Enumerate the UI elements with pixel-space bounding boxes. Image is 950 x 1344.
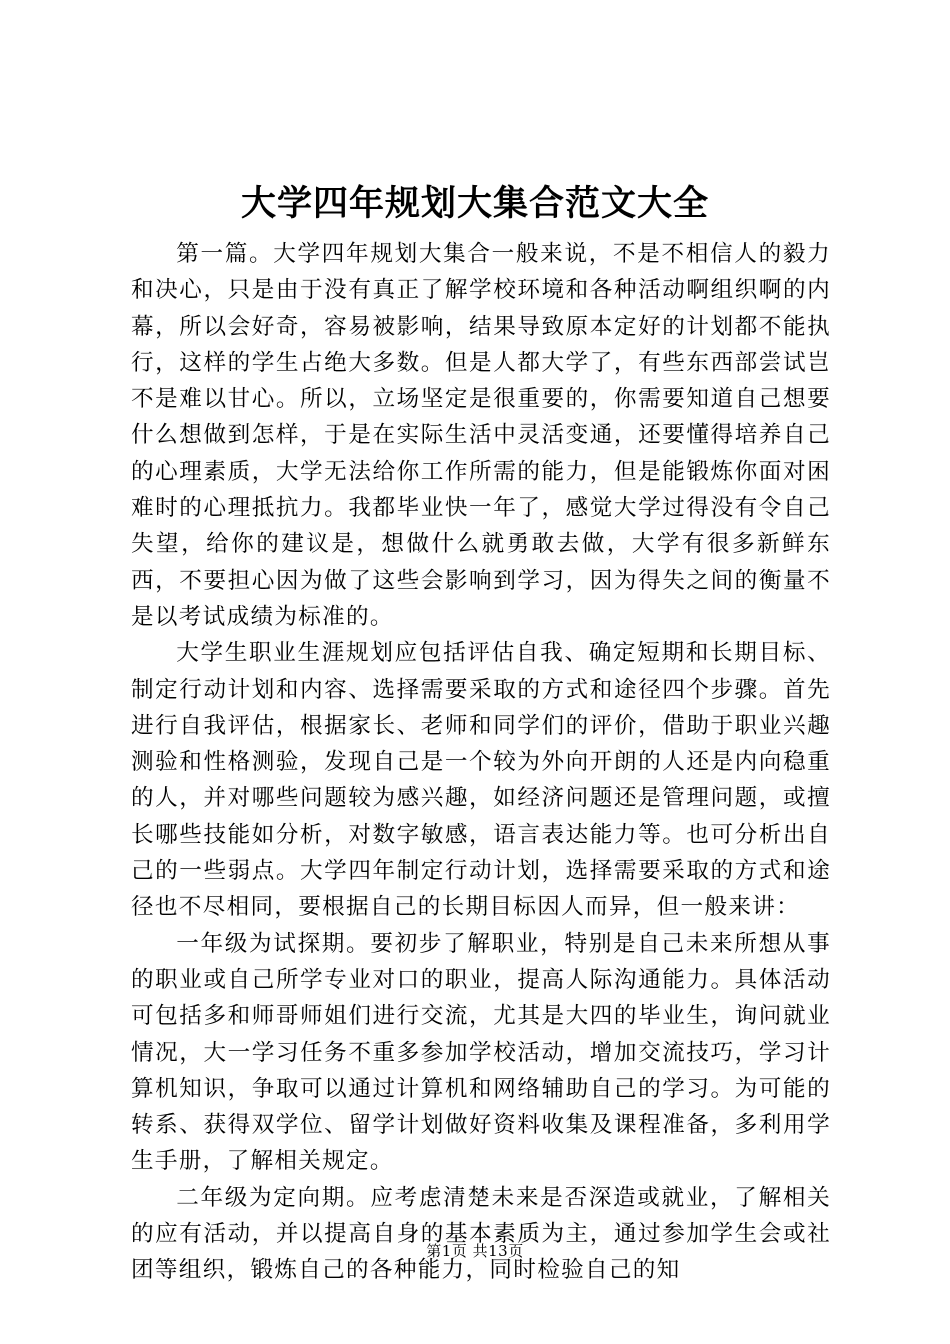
paragraph-1: 第一篇。大学四年规划大集合一般来说，不是不相信人的毅力和决心，只是由于没有真正了解学校环境和各种活动啊组织啊的内幕，所以会好奇，容易被影响，结果导致原本定好的计划都不能执行，这样的学生占绝大多数。但是人都大学了，有些东西部尝试岂不是难以甘心。所以，立场坚定是很重要的，你需要知道自己想要什么想做到怎样，于是在实际生活中灵活变通，还要懂得培养自己的心理素质，大学无法给你工作所需的能力，但是能锻炼你面对困难时的心理抵抗力。我都毕业快一年了，感觉大学过得没有令自己失望，给你的建议是，想做什么就勇敢去做，大学有很多新鲜东西，不要担心因为做了这些会影响到学习，因为得失之间的衡量不是以考试成绩为标准的。 (131, 241, 831, 630)
paragraph-2: 大学生职业生涯规划应包括评估自我、确定短期和长期目标、制定行动计划和内容、选择需要采取的方式和途径四个步骤。首先进行自我评估，根据家长、老师和同学们的评价，借助于职业兴趣测验和性格测验，发现自己是一个较为外向开朗的人还是内向稳重的人，并对哪些问题较为感兴趣，如经济问题还是管理问题，或擅长哪些技能如分析，对数字敏感，语言表达能力等。也可分析出自己的一些弱点。大学四年制定行动计划，选择需要采取的方式和途径也不尽相同，要根据自己的长期目标因人而异，但一般来讲： (131, 640, 831, 921)
document-title: 大学四年规划大集合范文大全 (240, 183, 709, 224)
document-body (131, 236, 831, 1289)
page-number-footer: 第1页 共13页 (426, 1242, 524, 1260)
paragraph-4: 二年级为定向期。应考虑清楚未来是否深造或就业，了解相关的应有活动，并以提高自身的基本素质为主，通过参加学生会或社团等组织，锻炼自己的各种能力，同时检验自己的知 (131, 1184, 831, 1284)
paragraph-3: 一年级为试探期。要初步了解职业，特别是自己未来所想从事的职业或自己所学专业对口的职业，提高人际沟通能力。具体活动可包括多和师哥师姐们进行交流，尤其是大四的毕业生，询问就业情况，大一学习任务不重多参加学校活动，增加交流技巧，学习计算机知识，争取可以通过计算机和网络辅助自己的学习。为可能的转系、获得双学位、留学计划做好资料收集及课程准备，多利用学生手册，了解相关规定。 (131, 930, 831, 1175)
